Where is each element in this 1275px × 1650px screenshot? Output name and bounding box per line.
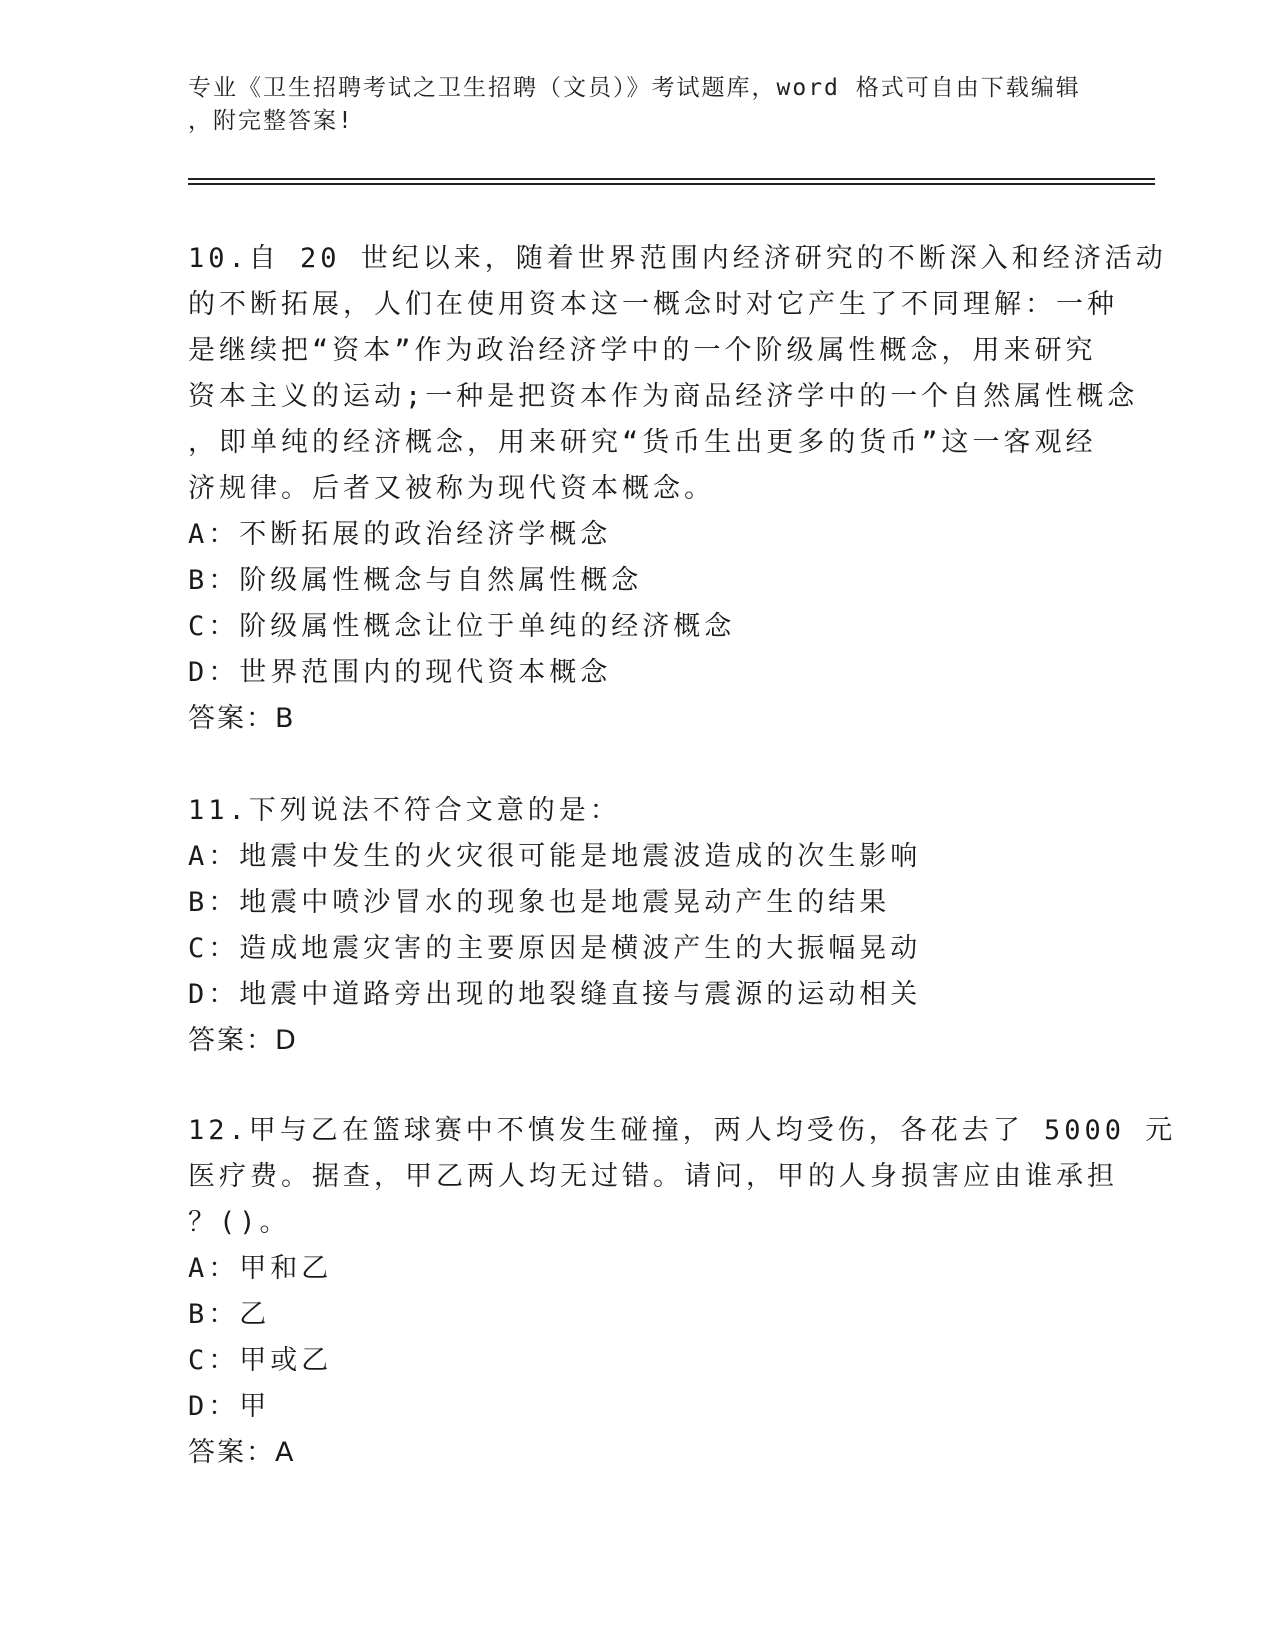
document-header: [188, 72, 1088, 138]
answer: 答案：D: [188, 1025, 298, 1056]
option-d: D：世界范围内的现代资本概念: [188, 657, 612, 688]
option-d: D：地震中道路旁出现的地裂缝直接与震源的运动相关: [188, 979, 922, 1010]
question-text-line: 资本主义的运动;一种是把资本作为商品经济学中的一个自然属性概念: [188, 381, 1139, 412]
question-11: [188, 788, 1088, 1064]
question-text-line: 10.自 20 世纪以来，随着世界范围内经济研究的不断深入和经济活动: [188, 243, 1167, 274]
question-text-line: 是继续把“资本”作为政治经济学中的一个阶级属性概念，用来研究: [188, 335, 1097, 366]
header-line-1: 专业《卫生招聘考试之卫生招聘（文员）》考试题库，word 格式可自由下载编辑: [188, 75, 1081, 101]
option-b: B：阶级属性概念与自然属性概念: [188, 565, 643, 596]
option-a: A：不断拓展的政治经济学概念: [188, 519, 612, 550]
question-10: [188, 236, 1167, 742]
question-text-line: 的不断拓展，人们在使用资本这一概念时对它产生了不同理解：一种: [188, 289, 1118, 320]
header-divider-bottom: [188, 183, 1155, 185]
question-text-line: 12.甲与乙在篮球赛中不慎发生碰撞，两人均受伤，各花去了 5000 元: [188, 1115, 1177, 1146]
question-text-line: 医疗费。据查，甲乙两人均无过错。请问，甲的人身损害应由谁承担: [188, 1161, 1118, 1192]
question-text-line: 11.下列说法不符合文意的是：: [188, 795, 621, 826]
header-divider-top: [188, 178, 1155, 180]
answer: 答案：B: [188, 703, 296, 734]
option-c: C：阶级属性概念让位于单纯的经济概念: [188, 611, 736, 642]
question-12: [188, 1108, 1177, 1476]
option-a: A：甲和乙: [188, 1253, 333, 1284]
header-line-2: ，附完整答案!: [188, 108, 354, 134]
option-b: B：地震中喷沙冒水的现象也是地震晃动产生的结果: [188, 887, 891, 918]
question-text-line: ，即单纯的经济概念，用来研究“货币生出更多的货币”这一客观经: [188, 427, 1097, 458]
option-d: D：甲: [188, 1391, 271, 1422]
option-c: C：甲或乙: [188, 1345, 333, 1376]
question-text-line: ？()。: [188, 1207, 291, 1238]
option-a: A：地震中发生的火灾很可能是地震波造成的次生影响: [188, 841, 922, 872]
answer: 答案：A: [188, 1437, 296, 1468]
option-c: C：造成地震灾害的主要原因是横波产生的大振幅晃动: [188, 933, 922, 964]
question-text-line: 济规律。后者又被称为现代资本概念。: [188, 473, 715, 504]
option-b: B：乙: [188, 1299, 271, 1330]
